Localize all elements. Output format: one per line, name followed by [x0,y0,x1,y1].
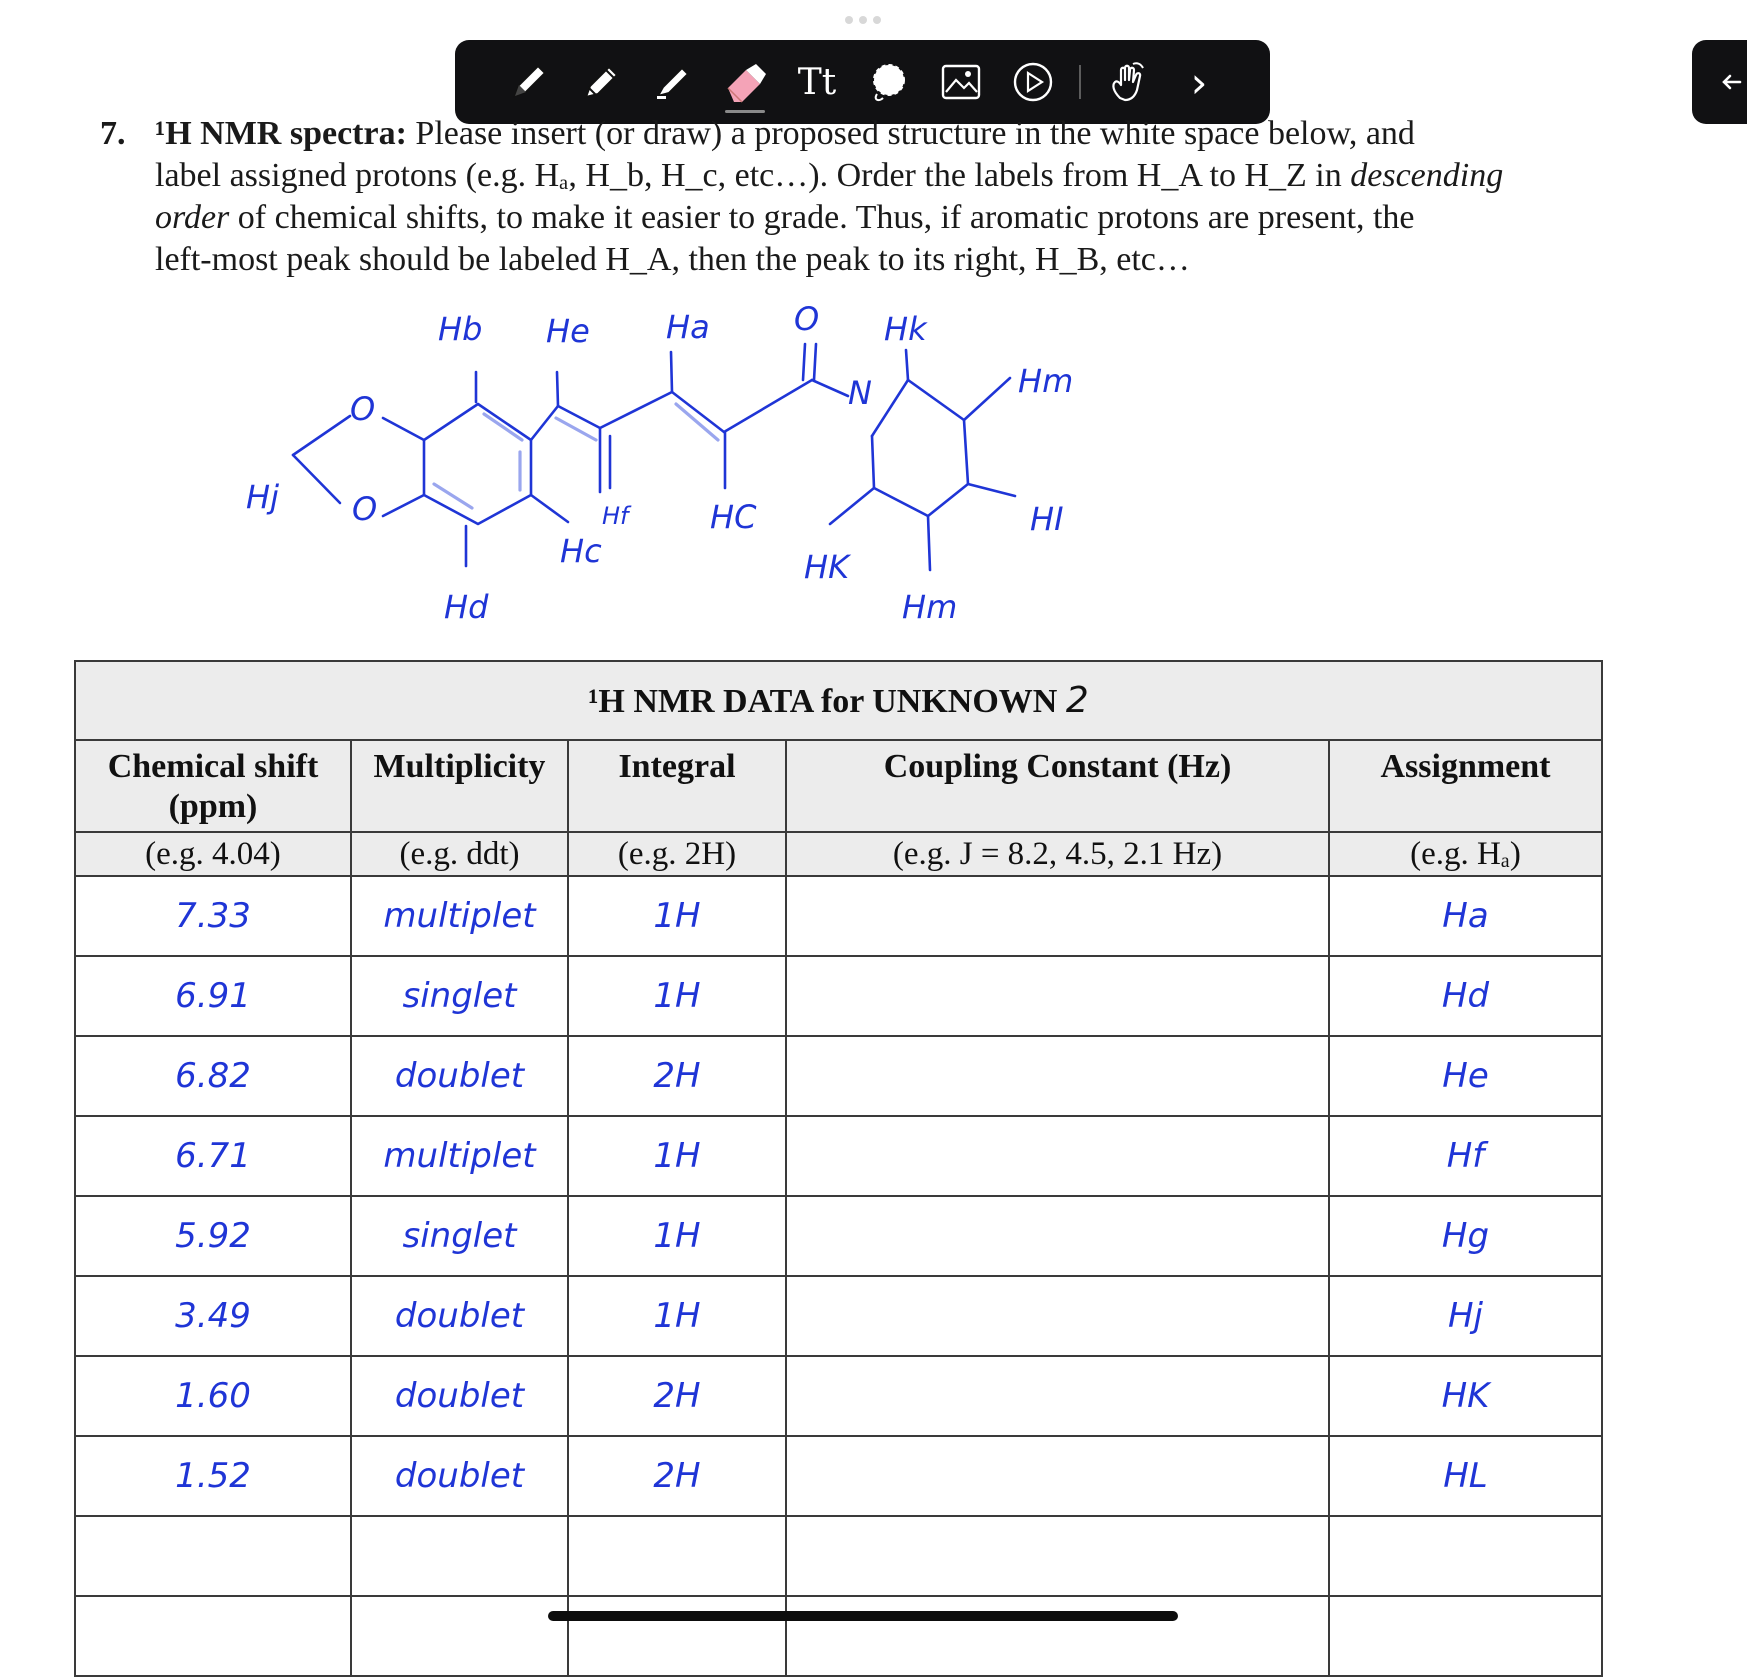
marker-icon [577,58,625,106]
empty-cell[interactable] [786,1596,1329,1676]
assignment-cell[interactable]: He [1329,1036,1602,1116]
empty-cell[interactable] [786,1516,1329,1596]
assignment-cell[interactable]: Hg [1329,1196,1602,1276]
assignment-cell[interactable]: Hf [1329,1116,1602,1196]
shift-cell[interactable]: 1.60 [75,1356,351,1436]
shift-cell[interactable]: 5.92 [75,1196,351,1276]
label-hb: Hb [438,310,483,348]
empty-cell[interactable] [1329,1596,1602,1676]
table-row-empty [75,1596,1602,1676]
integral-cell[interactable]: 2H [568,1436,786,1516]
side-panel-tab[interactable] [1692,40,1747,124]
empty-cell[interactable] [568,1516,786,1596]
integral-cell[interactable]: 1H [568,1116,786,1196]
integral-cell[interactable]: 1H [568,956,786,1036]
text-tool-button[interactable] [781,47,853,117]
label-hm-top: Hm [1018,362,1074,400]
label-carbonyl-o: O [794,300,820,338]
window-drag-dots[interactable] [841,16,885,26]
nmr-data-table [74,660,1601,1677]
question-line3-emphasis: order [155,199,230,236]
table-row [75,1196,1602,1276]
table-title: ¹H NMR DATA for UNKNOWN [588,683,1058,720]
integral-cell[interactable]: 1H [568,876,786,956]
image-tool-button[interactable] [925,47,997,117]
highlighter-icon [649,58,697,106]
multiplicity-cell[interactable]: doublet [351,1356,568,1436]
touch-tool-button[interactable] [1091,47,1163,117]
question-line2-emphasis: descending [1350,157,1504,194]
shift-cell[interactable]: 7.33 [75,876,351,956]
example-multiplicity: (e.g. ddt) [351,832,568,876]
header-coupling-constant: Coupling Constant (Hz) [786,740,1329,832]
empty-cell[interactable] [1329,1516,1602,1596]
label-hi: HI [1030,500,1064,538]
empty-cell[interactable] [75,1596,351,1676]
assignment-cell[interactable]: Ha [1329,876,1602,956]
integral-cell[interactable]: 2H [568,1356,786,1436]
table-title-number: 2 [1065,680,1089,721]
example-coupling: (e.g. J = 8.2, 4.5, 2.1 Hz) [786,832,1329,876]
shift-cell[interactable]: 6.71 [75,1116,351,1196]
table-row-empty [75,1516,1602,1596]
multiplicity-cell[interactable]: singlet [351,956,568,1036]
assignment-cell[interactable]: HK [1329,1356,1602,1436]
coupling-cell[interactable] [786,1276,1329,1356]
label-hk-bottom: HK [804,548,850,586]
shift-cell[interactable]: 6.91 [75,956,351,1036]
multiplicity-cell[interactable]: multiplet [351,1116,568,1196]
header-multiplicity: Multiplicity [351,740,568,832]
multiplicity-cell[interactable]: doublet [351,1036,568,1116]
hand-touch-icon [1103,58,1151,106]
question-line2: label assigned protons (e.g. Hₐ, H_b, H_c, etc…). Order the labels from H_A to H_Z in [155,157,1351,194]
coupling-cell[interactable] [786,1116,1329,1196]
table-row [75,1116,1602,1196]
chevron-right-icon: › [1190,57,1208,107]
coupling-cell[interactable] [786,876,1329,956]
lasso-icon [865,58,913,106]
empty-cell[interactable] [351,1516,568,1596]
table-row [75,1356,1602,1436]
multiplicity-cell[interactable]: doublet [351,1436,568,1516]
coupling-cell[interactable] [786,1436,1329,1516]
label-hm-bottom: Hm [902,588,958,626]
toolbar-separator [1079,65,1081,99]
media-tool-button[interactable] [997,47,1069,117]
eraser-tool-button[interactable] [709,47,781,117]
question-number: 7. [100,115,126,152]
question-line1: Please insert (or draw) a proposed structure in the white space below, and [406,115,1415,152]
header-chemical-shift: Chemical shift (ppm) [75,740,351,832]
integral-cell[interactable]: 1H [568,1276,786,1356]
more-tools-button[interactable] [1163,47,1235,117]
assignment-cell[interactable]: HL [1329,1436,1602,1516]
shift-cell[interactable]: 6.82 [75,1036,351,1116]
question-line4: left-most peak should be labeled H_A, then the peak to its right, H_B, etc… [155,241,1190,278]
label-he: He [546,312,590,350]
multiplicity-cell[interactable]: singlet [351,1196,568,1276]
coupling-cell[interactable] [786,1196,1329,1276]
table-row [75,1036,1602,1116]
shift-cell[interactable]: 3.49 [75,1276,351,1356]
example-integral: (e.g. 2H) [568,832,786,876]
home-indicator[interactable] [548,1611,1178,1621]
label-n: N [848,374,872,412]
structure-bonds [293,344,1015,570]
label-hd: Hd [444,588,489,626]
table-title-cell [75,661,1602,740]
pen-tool-button[interactable] [493,47,565,117]
example-assignment: (e.g. Hₐ) [1329,832,1602,876]
label-o2: O [352,490,378,528]
markup-toolbar [455,40,1270,124]
coupling-cell[interactable] [786,1356,1329,1436]
label-hc2: Hc [560,532,602,570]
multiplicity-cell[interactable]: multiplet [351,876,568,956]
integral-cell[interactable]: 1H [568,1196,786,1276]
label-o1: O [350,390,376,428]
coupling-cell[interactable] [786,1036,1329,1116]
table-row [75,1276,1602,1356]
label-ha: Ha [666,308,710,346]
back-arrow-icon [1716,62,1747,102]
image-icon [937,58,985,106]
empty-cell[interactable] [75,1516,351,1596]
eraser-icon [720,58,770,106]
integral-cell[interactable]: 2H [568,1036,786,1116]
coupling-cell[interactable] [786,956,1329,1036]
header-integral: Integral [568,740,786,832]
table-row [75,1436,1602,1516]
header-assignment: Assignment [1329,740,1602,832]
empty-cell[interactable] [351,1596,568,1676]
assignment-cell[interactable]: Hd [1329,956,1602,1036]
text-tool-label: Tt [797,61,837,103]
shift-cell[interactable]: 1.52 [75,1436,351,1516]
lasso-tool-button[interactable] [853,47,925,117]
empty-cell[interactable] [568,1596,786,1676]
pen-icon [505,58,553,106]
play-icon [1009,58,1057,106]
multiplicity-cell[interactable]: doublet [351,1276,568,1356]
question-heading: ¹H NMR spectra: [155,115,407,152]
example-shift: (e.g. 4.04) [75,832,351,876]
question-prompt [100,113,1520,281]
table-row [75,956,1602,1036]
question-line3: of chemical shifts, to make it easier to grade. Thus, if aromatic protons are present, the [229,199,1415,236]
label-hj: Hj [246,478,279,516]
label-hf: Hf [602,502,629,530]
marker-tool-button[interactable] [565,47,637,117]
highlighter-tool-button[interactable] [637,47,709,117]
label-hk-top: Hk [884,310,927,348]
assignment-cell[interactable]: Hj [1329,1276,1602,1356]
label-hc1: HC [710,498,757,536]
table-row [75,876,1602,956]
